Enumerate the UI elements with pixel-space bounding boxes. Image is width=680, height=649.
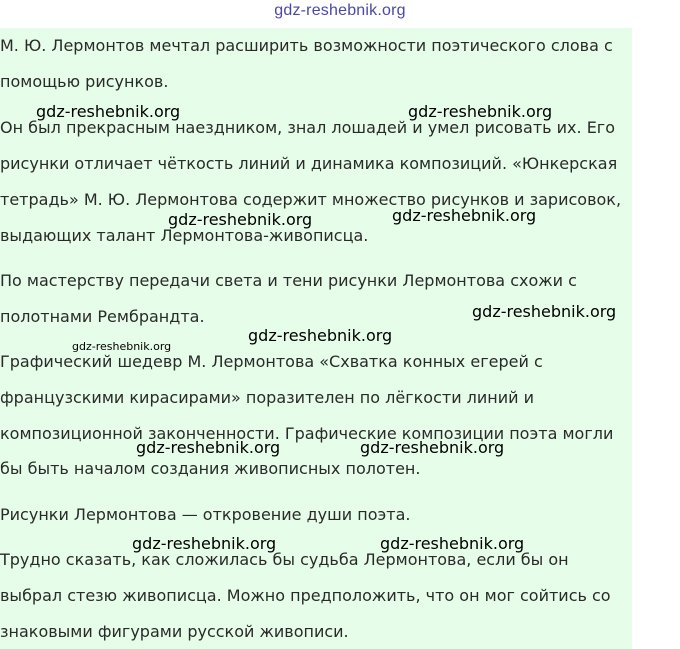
watermark: gdz-reshebnik.org	[360, 438, 505, 457]
text-line: Он был прекрасным наездником, знал лошадей и умел рисовать их. Его	[0, 118, 615, 137]
text-line: М. Ю. Лермонтов мечтал расширить возможности поэтического слова с	[0, 36, 613, 55]
text-line: тетрадь» М. Ю. Лермонтова содержит множество рисунков и зарисовок,	[0, 190, 622, 209]
text-line: помощью рисунков.	[0, 72, 169, 91]
watermark: gdz-reshebnik.org	[408, 102, 553, 121]
watermark: gdz-reshebnik.org	[248, 326, 393, 345]
text-line: рисунки отличает чёткость линий и динамика композиций. «Юнкерская	[0, 154, 618, 173]
text-line: полотнами Рембрандта.	[0, 307, 205, 326]
text-line: композиционной законченности. Графические композиции поэта могли	[0, 424, 614, 443]
watermark: gdz-reshebnik.org	[392, 206, 537, 225]
text-line: Трудно сказать, как сложилась бы судьба Лермонтова, если бы он	[0, 550, 569, 569]
text-line: Рисунки Лермонтова — откровение души поэта.	[0, 505, 411, 524]
text-line: бы быть началом создания живописных полотен.	[0, 459, 421, 478]
watermark: gdz-reshebnik.org	[72, 340, 172, 353]
text-line: французскими кирасирами» поразителен по лёгкости линий и	[0, 388, 535, 407]
text-line: знаковыми фигурами русской живописи.	[0, 622, 349, 641]
text-line: По мастерству передачи света и тени рисунки Лермонтова схожи с	[0, 271, 577, 290]
watermark: gdz-reshebnik.org	[132, 534, 277, 553]
watermark: gdz-reshebnik.org	[168, 210, 313, 229]
text-line: выдающих талант Лермонтова-живописца.	[0, 226, 369, 245]
watermark: gdz-reshebnik.org	[136, 438, 281, 457]
watermark: gdz-reshebnik.org	[380, 534, 525, 553]
header-watermark: gdz-reshebnik.org	[274, 2, 406, 19]
watermark: gdz-reshebnik.org	[36, 102, 181, 121]
text-line: Графический шедевр М. Лермонтова «Схватка конных егерей с	[0, 352, 543, 371]
watermark: gdz-reshebnik.org	[472, 302, 617, 321]
text-line: выбрал стезю живописца. Можно предположить, что он мог сойтись со	[0, 586, 611, 605]
